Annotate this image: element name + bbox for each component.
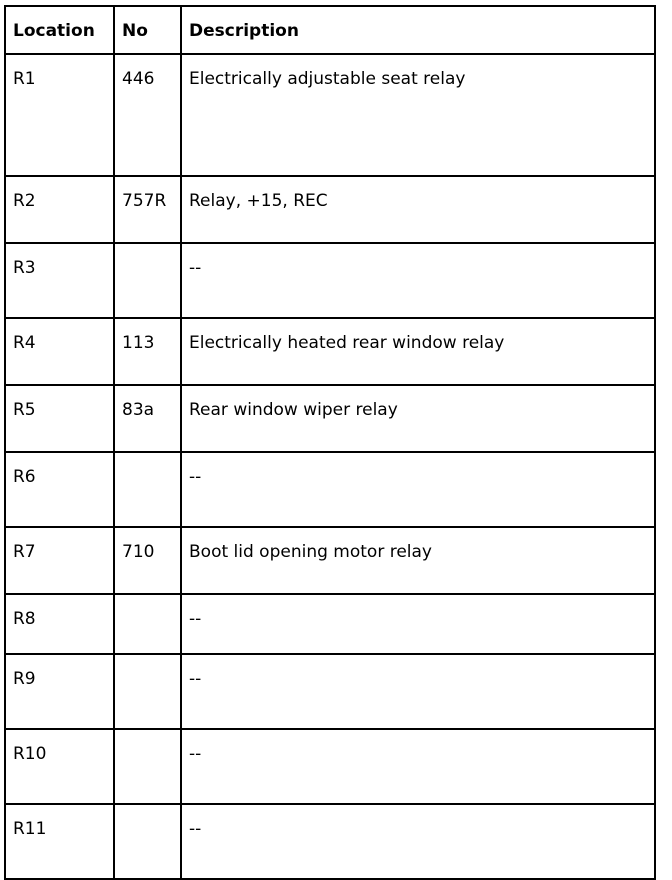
table-row bbox=[5, 654, 655, 729]
cell-description: -- bbox=[181, 452, 655, 527]
table-row bbox=[5, 318, 655, 385]
cell-no bbox=[114, 804, 181, 879]
table-row bbox=[5, 804, 655, 879]
cell-no: 113 bbox=[114, 318, 181, 385]
cell-location: R1 bbox=[5, 54, 114, 176]
cell-location: R7 bbox=[5, 527, 114, 594]
cell-description: Electrically adjustable seat relay bbox=[181, 54, 655, 176]
cell-description: -- bbox=[181, 729, 655, 804]
cell-no: 757R bbox=[114, 176, 181, 243]
cell-description: -- bbox=[181, 804, 655, 879]
cell-description: Boot lid opening motor relay bbox=[181, 527, 655, 594]
cell-location: R4 bbox=[5, 318, 114, 385]
cell-no: 83a bbox=[114, 385, 181, 452]
cell-no bbox=[114, 243, 181, 318]
cell-description: Relay, +15, REC bbox=[181, 176, 655, 243]
table-row bbox=[5, 594, 655, 654]
cell-location: R2 bbox=[5, 176, 114, 243]
cell-description: Rear window wiper relay bbox=[181, 385, 655, 452]
cell-location: R5 bbox=[5, 385, 114, 452]
cell-no bbox=[114, 452, 181, 527]
cell-location: R11 bbox=[5, 804, 114, 879]
cell-location: R6 bbox=[5, 452, 114, 527]
cell-no bbox=[114, 729, 181, 804]
header-no: No bbox=[114, 6, 181, 54]
table-row bbox=[5, 54, 655, 176]
cell-no: 446 bbox=[114, 54, 181, 176]
header-location: Location bbox=[5, 6, 114, 54]
table-row bbox=[5, 729, 655, 804]
cell-description: Electrically heated rear window relay bbox=[181, 318, 655, 385]
cell-no: 710 bbox=[114, 527, 181, 594]
cell-no bbox=[114, 654, 181, 729]
cell-description: -- bbox=[181, 594, 655, 654]
cell-location: R9 bbox=[5, 654, 114, 729]
table-row bbox=[5, 527, 655, 594]
header-description: Description bbox=[181, 6, 655, 54]
table-row bbox=[5, 385, 655, 452]
cell-description: -- bbox=[181, 654, 655, 729]
cell-no bbox=[114, 594, 181, 654]
table-header-row bbox=[5, 6, 655, 54]
table-row bbox=[5, 243, 655, 318]
cell-location: R8 bbox=[5, 594, 114, 654]
cell-description: -- bbox=[181, 243, 655, 318]
relay-table-container bbox=[4, 5, 656, 880]
relay-location-table bbox=[4, 5, 656, 880]
table-row bbox=[5, 452, 655, 527]
table-row bbox=[5, 176, 655, 243]
cell-location: R3 bbox=[5, 243, 114, 318]
cell-location: R10 bbox=[5, 729, 114, 804]
